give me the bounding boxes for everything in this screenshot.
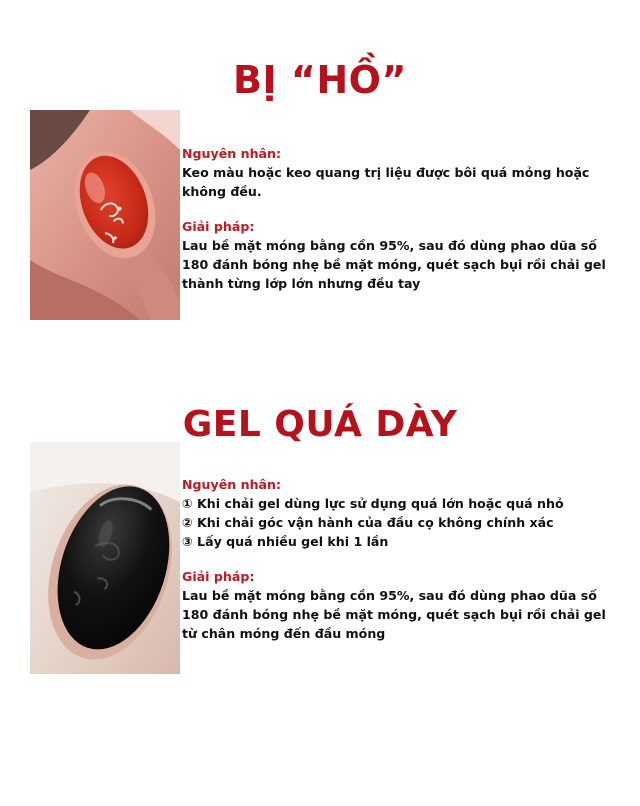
- section2-text: [182, 475, 612, 643]
- section2-solution-text: Lau bề mặt móng bằng cồn 95%, sau đó dùng phao dũa số 180 đánh bóng nhẹ bề mặt móng, quét sạch bụi rồi chải gel từ chân móng đến đầu móng: [182, 588, 606, 641]
- section1-solution-heading: Giải pháp:: [182, 219, 255, 234]
- section2-cause-item-2: ② Khi chải góc vận hành của đầu cọ không chính xác: [182, 515, 554, 530]
- section2-cause-heading: Nguyên nhân:: [182, 477, 282, 492]
- section2-solution-heading: Giải pháp:: [182, 569, 255, 584]
- black-nail-photo: [30, 442, 180, 674]
- red-nail-photo: [30, 110, 180, 320]
- section2-cause-item-3: ③ Lấy quá nhiều gel khi 1 lần: [182, 534, 389, 549]
- section1-cause-text: Keo màu hoặc keo quang trị liệu được bôi quá mỏng hoặc không đều.: [182, 165, 590, 199]
- section2-cause-item-1: ① Khi chải gel dùng lực sử dụng quá lớn hoặc quá nhỏ: [182, 496, 564, 511]
- section1-title: BỊ “HỒ”: [233, 58, 407, 102]
- section1-cause-heading: Nguyên nhân:: [182, 146, 282, 161]
- section1-solution-text: Lau bề mặt móng bằng cồn 95%, sau đó dùng phao dũa số 180 đánh bóng nhẹ bề mặt móng, quét sạch bụi rồi chải gel thành từng lớp lớn nhưng đều tay: [182, 238, 606, 291]
- section1-text: [182, 144, 612, 293]
- section2-title: GEL QUÁ DÀY: [182, 404, 458, 445]
